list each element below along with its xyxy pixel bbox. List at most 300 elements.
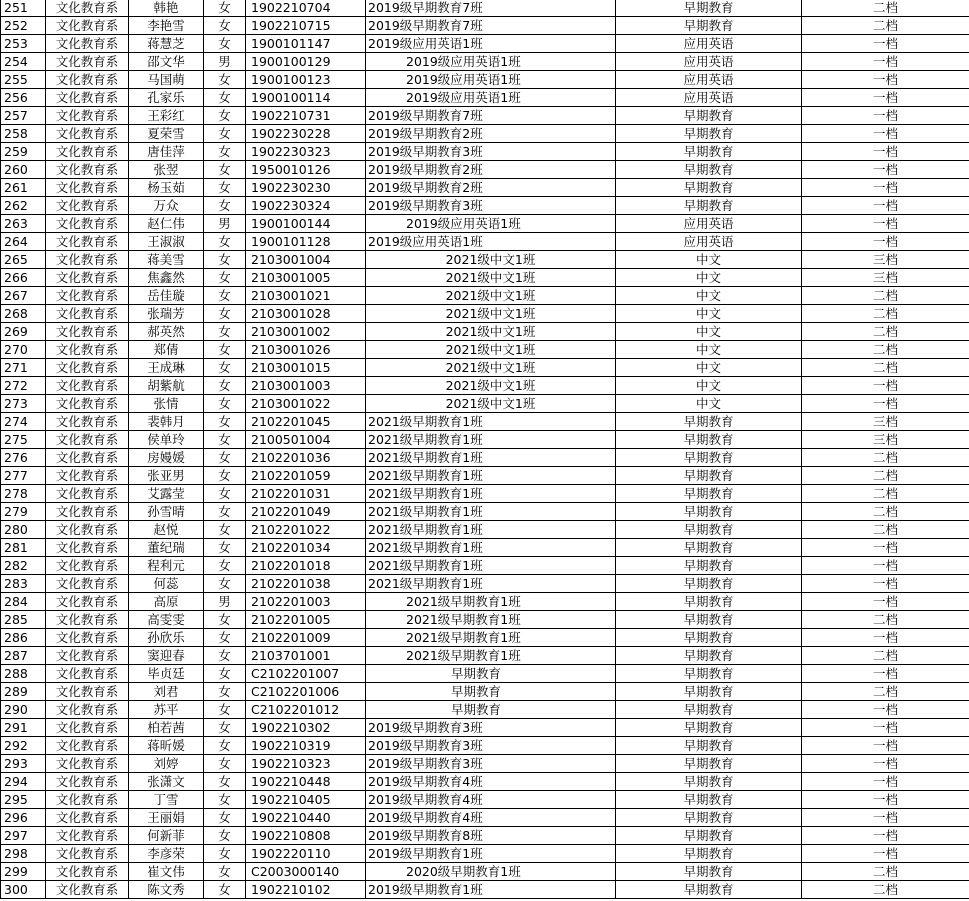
student-id-cell: 2102201022 [246, 521, 366, 539]
row-number: 284 [1, 593, 46, 611]
grade-level-cell: 二档 [802, 611, 969, 629]
grade-level-cell: 三档 [802, 431, 969, 449]
row-number: 255 [1, 71, 46, 89]
student-name-cell: 侯单玲 [129, 431, 204, 449]
gender-cell: 女 [204, 17, 246, 35]
table-row [1, 485, 969, 503]
class-cell: 2019级应用英语1班 [366, 71, 616, 89]
department-cell: 文化教育系 [46, 521, 129, 539]
class-cell: 2019级早期教育4班 [366, 773, 616, 791]
class-cell: 2021级中文1班 [366, 323, 616, 341]
student-id-cell: 1902210440 [246, 809, 366, 827]
gender-cell: 女 [204, 323, 246, 341]
table-row [1, 0, 969, 17]
row-number: 268 [1, 305, 46, 323]
table-row [1, 881, 969, 899]
department-cell: 文化教育系 [46, 359, 129, 377]
gender-cell: 女 [204, 197, 246, 215]
grade-level-cell: 一档 [802, 233, 969, 251]
student-id-cell: 2103001005 [246, 269, 366, 287]
grade-level-cell: 一档 [802, 827, 969, 845]
student-id-cell: 2102201049 [246, 503, 366, 521]
major-cell: 应用英语 [616, 89, 802, 107]
row-number: 256 [1, 89, 46, 107]
table-row [1, 845, 969, 863]
row-number: 259 [1, 143, 46, 161]
gender-cell: 女 [204, 287, 246, 305]
major-cell: 早期教育 [616, 107, 802, 125]
gender-cell: 女 [204, 233, 246, 251]
row-number: 296 [1, 809, 46, 827]
department-cell: 文化教育系 [46, 629, 129, 647]
grade-level-cell: 一档 [802, 737, 969, 755]
row-number: 287 [1, 647, 46, 665]
table-row [1, 647, 969, 665]
table-row [1, 395, 969, 413]
gender-cell: 女 [204, 539, 246, 557]
grade-level-cell: 二档 [802, 341, 969, 359]
department-cell: 文化教育系 [46, 791, 129, 809]
student-id-cell: 1902210323 [246, 755, 366, 773]
major-cell: 早期教育 [616, 503, 802, 521]
row-number: 253 [1, 35, 46, 53]
student-name-cell: 岳佳璇 [129, 287, 204, 305]
row-number: 286 [1, 629, 46, 647]
row-number: 261 [1, 179, 46, 197]
department-cell: 文化教育系 [46, 107, 129, 125]
row-number: 278 [1, 485, 46, 503]
row-number: 262 [1, 197, 46, 215]
row-number: 282 [1, 557, 46, 575]
student-id-cell: 1902230228 [246, 125, 366, 143]
table-row [1, 611, 969, 629]
row-number: 277 [1, 467, 46, 485]
row-number: 270 [1, 341, 46, 359]
major-cell: 应用英语 [616, 71, 802, 89]
department-cell: 文化教育系 [46, 233, 129, 251]
grade-level-cell: 一档 [802, 629, 969, 647]
row-number: 260 [1, 161, 46, 179]
major-cell: 早期教育 [616, 125, 802, 143]
department-cell: 文化教育系 [46, 341, 129, 359]
gender-cell: 女 [204, 395, 246, 413]
grade-level-cell: 二档 [802, 17, 969, 35]
student-name-cell: 马国萌 [129, 71, 204, 89]
table-row [1, 197, 969, 215]
table-row [1, 701, 969, 719]
class-cell: 2019级应用英语1班 [366, 35, 616, 53]
row-number: 288 [1, 665, 46, 683]
grade-level-cell: 一档 [802, 143, 969, 161]
table-row [1, 791, 969, 809]
gender-cell: 女 [204, 701, 246, 719]
student-name-cell: 张亚男 [129, 467, 204, 485]
major-cell: 早期教育 [616, 881, 802, 899]
grade-level-cell: 二档 [802, 0, 969, 17]
row-number: 272 [1, 377, 46, 395]
class-cell: 2021级早期教育1班 [366, 413, 616, 431]
class-cell: 2021级中文1班 [366, 269, 616, 287]
major-cell: 早期教育 [616, 143, 802, 161]
table-row [1, 467, 969, 485]
student-id-cell: 2102201059 [246, 467, 366, 485]
major-cell: 早期教育 [616, 449, 802, 467]
row-number: 298 [1, 845, 46, 863]
class-cell: 2019级应用英语1班 [366, 215, 616, 233]
grade-level-cell: 一档 [802, 161, 969, 179]
student-name-cell: 刘婷 [129, 755, 204, 773]
student-id-cell: 1950010126 [246, 161, 366, 179]
grade-level-cell: 一档 [802, 377, 969, 395]
class-cell: 2019级早期教育3班 [366, 197, 616, 215]
row-number: 266 [1, 269, 46, 287]
row-number: 257 [1, 107, 46, 125]
major-cell: 中文 [616, 377, 802, 395]
department-cell: 文化教育系 [46, 305, 129, 323]
major-cell: 早期教育 [616, 845, 802, 863]
student-name-cell: 柏若茜 [129, 719, 204, 737]
row-number: 264 [1, 233, 46, 251]
grade-level-cell: 一档 [802, 809, 969, 827]
grade-level-cell: 一档 [802, 719, 969, 737]
grade-level-cell: 三档 [802, 269, 969, 287]
department-cell: 文化教育系 [46, 773, 129, 791]
student-name-cell: 董纪瑞 [129, 539, 204, 557]
class-cell: 早期教育 [366, 665, 616, 683]
table-row [1, 737, 969, 755]
grade-level-cell: 一档 [802, 71, 969, 89]
major-cell: 早期教育 [616, 809, 802, 827]
department-cell: 文化教育系 [46, 89, 129, 107]
gender-cell: 男 [204, 593, 246, 611]
major-cell: 早期教育 [616, 431, 802, 449]
major-cell: 早期教育 [616, 629, 802, 647]
student-id-cell: 1902210302 [246, 719, 366, 737]
major-cell: 中文 [616, 269, 802, 287]
table-row [1, 665, 969, 683]
major-cell: 应用英语 [616, 53, 802, 71]
student-id-cell: 2102201036 [246, 449, 366, 467]
student-id-cell: 1900101128 [246, 233, 366, 251]
class-cell: 2019级早期教育7班 [366, 0, 616, 17]
department-cell: 文化教育系 [46, 503, 129, 521]
table-row [1, 863, 969, 881]
class-cell: 2019级早期教育4班 [366, 809, 616, 827]
gender-cell: 女 [204, 719, 246, 737]
gender-cell: 男 [204, 53, 246, 71]
grade-level-cell: 二档 [802, 881, 969, 899]
student-name-cell: 李艳雪 [129, 17, 204, 35]
student-name-cell: 郑倩 [129, 341, 204, 359]
class-cell: 2019级应用英语1班 [366, 53, 616, 71]
class-cell: 2021级早期教育1班 [366, 431, 616, 449]
student-name-cell: 赵悦 [129, 521, 204, 539]
department-cell: 文化教育系 [46, 269, 129, 287]
student-id-cell: 1902210731 [246, 107, 366, 125]
grade-level-cell: 三档 [802, 251, 969, 269]
gender-cell: 女 [204, 629, 246, 647]
grade-level-cell: 一档 [802, 125, 969, 143]
table-row [1, 719, 969, 737]
class-cell: 2019级应用英语1班 [366, 89, 616, 107]
major-cell: 早期教育 [616, 161, 802, 179]
class-cell: 早期教育 [366, 683, 616, 701]
gender-cell: 女 [204, 0, 246, 17]
student-id-cell: C2102201007 [246, 665, 366, 683]
table-row [1, 161, 969, 179]
grade-level-cell: 一档 [802, 539, 969, 557]
major-cell: 早期教育 [616, 719, 802, 737]
class-cell: 2021级中文1班 [366, 341, 616, 359]
class-cell: 2019级早期教育2班 [366, 125, 616, 143]
major-cell: 应用英语 [616, 233, 802, 251]
row-number: 251 [1, 0, 46, 17]
department-cell: 文化教育系 [46, 755, 129, 773]
table-row [1, 521, 969, 539]
class-cell: 2020级早期教育1班 [366, 863, 616, 881]
student-id-cell: C2102201006 [246, 683, 366, 701]
class-cell: 2021级早期教育1班 [366, 557, 616, 575]
department-cell: 文化教育系 [46, 179, 129, 197]
department-cell: 文化教育系 [46, 575, 129, 593]
class-cell: 2019级早期教育1班 [366, 845, 616, 863]
department-cell: 文化教育系 [46, 251, 129, 269]
table-row [1, 17, 969, 35]
student-id-cell: 1902210704 [246, 0, 366, 17]
row-number: 300 [1, 881, 46, 899]
student-id-cell: 2102201009 [246, 629, 366, 647]
major-cell: 早期教育 [616, 683, 802, 701]
table-row [1, 35, 969, 53]
class-cell: 2021级早期教育1班 [366, 647, 616, 665]
major-cell: 应用英语 [616, 35, 802, 53]
grade-level-cell: 一档 [802, 53, 969, 71]
gender-cell: 女 [204, 575, 246, 593]
student-name-cell: 崔文伟 [129, 863, 204, 881]
row-number: 280 [1, 521, 46, 539]
department-cell: 文化教育系 [46, 287, 129, 305]
major-cell: 中文 [616, 305, 802, 323]
student-name-cell: 刘君 [129, 683, 204, 701]
student-name-cell: 苏平 [129, 701, 204, 719]
student-id-cell: 1902210405 [246, 791, 366, 809]
gender-cell: 女 [204, 377, 246, 395]
grade-level-cell: 一档 [802, 557, 969, 575]
class-cell: 2021级早期教育1班 [366, 629, 616, 647]
department-cell: 文化教育系 [46, 701, 129, 719]
table-row [1, 215, 969, 233]
student-id-cell: 2102201045 [246, 413, 366, 431]
student-id-cell: C2003000140 [246, 863, 366, 881]
table-row [1, 287, 969, 305]
student-name-cell: 郝英然 [129, 323, 204, 341]
student-id-cell: 2102201038 [246, 575, 366, 593]
student-name-cell: 张瑞芳 [129, 305, 204, 323]
gender-cell: 女 [204, 179, 246, 197]
table-row [1, 359, 969, 377]
gender-cell: 女 [204, 89, 246, 107]
row-number: 271 [1, 359, 46, 377]
row-number: 273 [1, 395, 46, 413]
grade-level-cell: 二档 [802, 323, 969, 341]
row-number: 299 [1, 863, 46, 881]
major-cell: 早期教育 [616, 539, 802, 557]
table-row [1, 179, 969, 197]
student-name-cell: 艾露莹 [129, 485, 204, 503]
gender-cell: 女 [204, 413, 246, 431]
student-id-cell: 2103001021 [246, 287, 366, 305]
department-cell: 文化教育系 [46, 395, 129, 413]
student-id-cell: 1900100114 [246, 89, 366, 107]
student-name-cell: 窦迎春 [129, 647, 204, 665]
grade-level-cell: 二档 [802, 467, 969, 485]
row-number: 274 [1, 413, 46, 431]
table-row [1, 629, 969, 647]
student-name-cell: 程利元 [129, 557, 204, 575]
student-id-cell: 1902210102 [246, 881, 366, 899]
student-id-cell: 2103001028 [246, 305, 366, 323]
class-cell: 2019级早期教育3班 [366, 143, 616, 161]
student-id-cell: C2102201012 [246, 701, 366, 719]
class-cell: 2019级早期教育3班 [366, 737, 616, 755]
table-row [1, 107, 969, 125]
class-cell: 早期教育 [366, 701, 616, 719]
grade-level-cell: 二档 [802, 485, 969, 503]
major-cell: 早期教育 [616, 0, 802, 17]
major-cell: 早期教育 [616, 755, 802, 773]
major-cell: 早期教育 [616, 773, 802, 791]
major-cell: 早期教育 [616, 485, 802, 503]
grade-level-cell: 二档 [802, 683, 969, 701]
student-id-cell: 2100501004 [246, 431, 366, 449]
class-cell: 2021级中文1班 [366, 287, 616, 305]
major-cell: 早期教育 [616, 647, 802, 665]
row-number: 283 [1, 575, 46, 593]
department-cell: 文化教育系 [46, 413, 129, 431]
grade-level-cell: 一档 [802, 395, 969, 413]
student-name-cell: 高原 [129, 593, 204, 611]
student-id-cell: 1902230324 [246, 197, 366, 215]
department-cell: 文化教育系 [46, 845, 129, 863]
grade-level-cell: 二档 [802, 359, 969, 377]
student-name-cell: 房嫚媛 [129, 449, 204, 467]
grade-level-cell: 三档 [802, 413, 969, 431]
student-id-cell: 2103001004 [246, 251, 366, 269]
gender-cell: 女 [204, 791, 246, 809]
department-cell: 文化教育系 [46, 215, 129, 233]
gender-cell: 女 [204, 71, 246, 89]
student-name-cell: 孙雪晴 [129, 503, 204, 521]
student-name-cell: 王丽娟 [129, 809, 204, 827]
major-cell: 早期教育 [616, 197, 802, 215]
grade-level-cell: 二档 [802, 449, 969, 467]
row-number: 294 [1, 773, 46, 791]
class-cell: 2021级早期教育1班 [366, 611, 616, 629]
student-id-cell: 2103001026 [246, 341, 366, 359]
table-row [1, 575, 969, 593]
table-row [1, 683, 969, 701]
student-id-cell: 1900100123 [246, 71, 366, 89]
student-id-cell: 1902210319 [246, 737, 366, 755]
row-number: 291 [1, 719, 46, 737]
class-cell: 2021级中文1班 [366, 359, 616, 377]
grade-level-cell: 二档 [802, 521, 969, 539]
gender-cell: 女 [204, 809, 246, 827]
major-cell: 早期教育 [616, 467, 802, 485]
student-name-cell: 李彦荣 [129, 845, 204, 863]
gender-cell: 女 [204, 755, 246, 773]
table-row [1, 341, 969, 359]
row-number: 263 [1, 215, 46, 233]
department-cell: 文化教育系 [46, 143, 129, 161]
row-number: 295 [1, 791, 46, 809]
class-cell: 2019级早期教育2班 [366, 161, 616, 179]
table-row [1, 89, 969, 107]
class-cell: 2019级早期教育1班 [366, 881, 616, 899]
department-cell: 文化教育系 [46, 485, 129, 503]
table-row [1, 827, 969, 845]
student-name-cell: 韩艳 [129, 0, 204, 17]
department-cell: 文化教育系 [46, 593, 129, 611]
student-name-cell: 王淑淑 [129, 233, 204, 251]
class-cell: 2021级早期教育1班 [366, 539, 616, 557]
table-row [1, 449, 969, 467]
gender-cell: 女 [204, 251, 246, 269]
student-name-cell: 丁雪 [129, 791, 204, 809]
gender-cell: 女 [204, 827, 246, 845]
student-id-cell: 2103001022 [246, 395, 366, 413]
gender-cell: 女 [204, 125, 246, 143]
student-id-cell: 1902210715 [246, 17, 366, 35]
class-cell: 2019级早期教育7班 [366, 107, 616, 125]
student-name-cell: 蒋美雪 [129, 251, 204, 269]
student-id-cell: 1902210448 [246, 773, 366, 791]
grade-level-cell: 二档 [802, 287, 969, 305]
gender-cell: 女 [204, 647, 246, 665]
department-cell: 文化教育系 [46, 827, 129, 845]
student-id-cell: 2102201003 [246, 593, 366, 611]
student-id-cell: 2103001003 [246, 377, 366, 395]
department-cell: 文化教育系 [46, 665, 129, 683]
student-name-cell: 陈文秀 [129, 881, 204, 899]
gender-cell: 女 [204, 521, 246, 539]
table-row [1, 773, 969, 791]
student-id-cell: 1900100144 [246, 215, 366, 233]
row-number: 258 [1, 125, 46, 143]
class-cell: 2021级早期教育1班 [366, 467, 616, 485]
department-cell: 文化教育系 [46, 0, 129, 17]
row-number: 275 [1, 431, 46, 449]
table-row [1, 323, 969, 341]
major-cell: 早期教育 [616, 701, 802, 719]
gender-cell: 女 [204, 341, 246, 359]
table-row [1, 305, 969, 323]
student-name-cell: 万众 [129, 197, 204, 215]
student-name-cell: 张翌 [129, 161, 204, 179]
major-cell: 早期教育 [616, 863, 802, 881]
grade-level-cell: 一档 [802, 845, 969, 863]
department-cell: 文化教育系 [46, 647, 129, 665]
grade-level-cell: 一档 [802, 665, 969, 683]
grade-level-cell: 一档 [802, 593, 969, 611]
class-cell: 2021级早期教育1班 [366, 449, 616, 467]
row-number: 269 [1, 323, 46, 341]
gender-cell: 女 [204, 773, 246, 791]
class-cell: 2019级早期教育3班 [366, 755, 616, 773]
class-cell: 2021级早期教育1班 [366, 575, 616, 593]
table-row [1, 377, 969, 395]
class-cell: 2019级早期教育3班 [366, 719, 616, 737]
